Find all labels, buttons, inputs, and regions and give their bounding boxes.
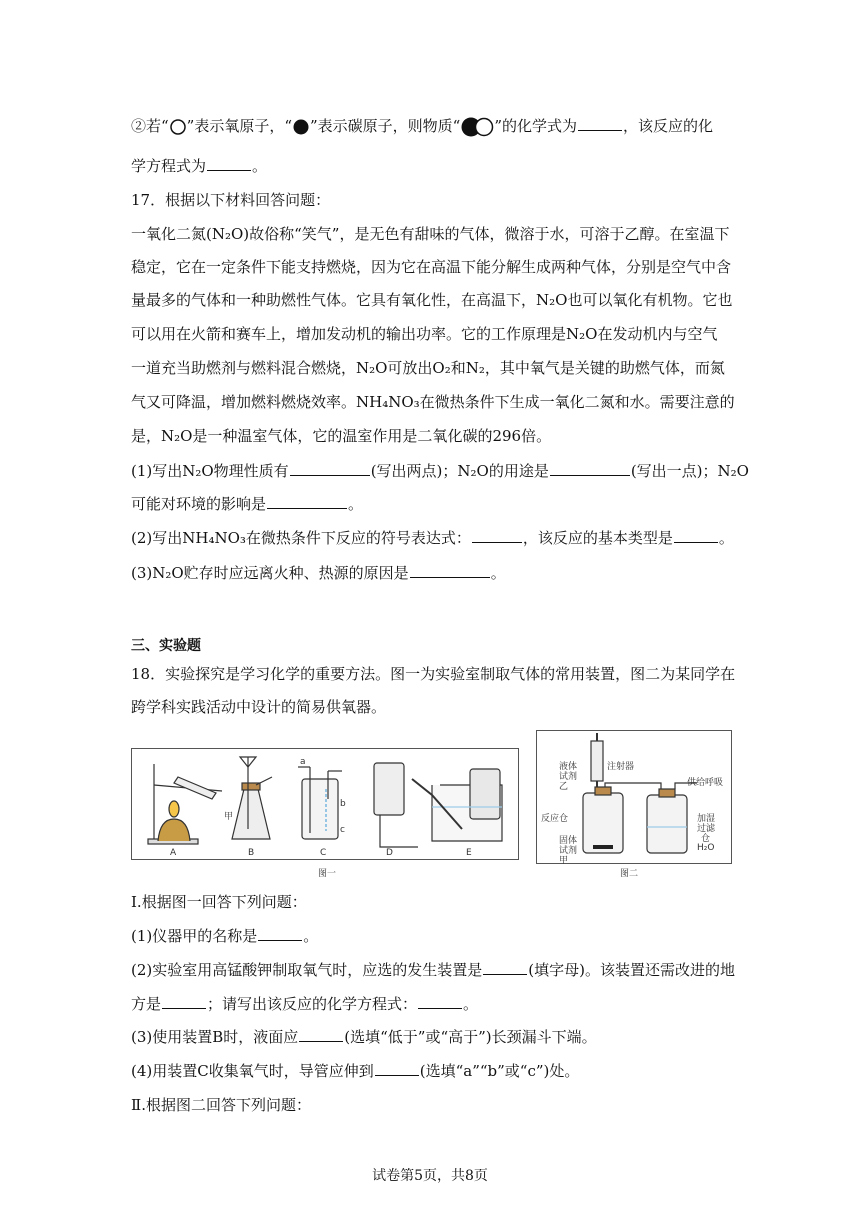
water-label: H₂O [697,843,715,853]
text: ”的化学式为 [494,117,578,135]
chamber-label: 反应仓 [541,814,569,824]
q18-intro-2: 跨学科实践活动中设计的简易供氧器。 [131,698,387,716]
q18-sub-2-cont [131,994,478,1014]
q17-sub-2 [131,528,734,548]
solid-reagent-label-1: 固体 [559,836,578,846]
text: (写出两点)；N₂O的用途是 [370,462,549,480]
label-e: E [466,848,472,858]
carbon-atom-icon [292,118,310,136]
text: 可能对环境的影响是 [131,495,267,513]
liquid-reagent-label-2: 试剂 [559,772,578,782]
answer-blank[interactable] [162,994,206,1009]
answer-blank[interactable] [674,528,718,543]
q16-line-1 [131,116,713,138]
q18-sub-1 [131,926,318,946]
answer-blank[interactable] [418,994,462,1009]
answer-blank[interactable] [258,926,302,941]
label-port-c: c [340,825,345,835]
q17-para-line-2: 稳定，它在一定条件下能支持燃烧，因为它在高温下能分解生成两种气体，分别是空气中含 [131,258,732,276]
filter-label-1: 加湿 [697,814,716,824]
q18-part-2: Ⅱ.根据图二回答下列问题： [131,1096,311,1114]
text: 学方程式为 [131,157,207,175]
text: 。 [490,564,506,582]
q17-title: 17．根据以下材料回答问题： [131,191,331,209]
text: (3)使用装置B时，液面应 [131,1028,299,1046]
answer-blank[interactable] [483,960,527,975]
q16-line-2 [131,156,267,176]
label-a: A [170,848,177,858]
label-port-a: a [300,757,306,767]
filter-label-2: 过滤 [697,824,716,834]
text: (1)写出N₂O物理性质有 [131,462,289,480]
q17-sub-1-cont [131,494,363,514]
figure-1 [131,748,519,860]
liquid-reagent-label-1: 液体 [559,762,578,772]
text: ②若“ [131,117,169,135]
q18-part-1: I.根据图一回答下列问题： [131,893,307,911]
answer-blank[interactable] [207,156,251,171]
answer-blank[interactable] [578,116,622,131]
label-d: D [386,848,393,858]
solid-reagent-label-2: 试剂 [559,846,578,856]
label-c: C [320,848,327,858]
text: ”表示氧原子，“ [186,117,293,135]
q18-intro-1: 18．实验探究是学习化学的重要方法。图一为实验室制取气体的常用装置，图二为某同学在 [131,665,736,683]
q17-para-line-6: 气又可降温，增加燃料燃烧效率。NH₄NO₃在微热条件下生成一氧化二氮和水。需要注意的 [131,393,735,411]
text: (1)仪器甲的名称是 [131,927,258,945]
q17-sub-3 [131,563,506,583]
text: 。 [252,157,268,175]
label-jia: 甲 [224,812,234,822]
q18-sub-4 [131,1061,579,1081]
text: (选填“低于”或“高于”)长颈漏斗下端。 [344,1028,597,1046]
q17-sub-1 [131,461,749,481]
apparatus-diagram-1 [132,749,518,859]
answer-blank[interactable] [410,563,490,578]
text: (3)N₂O贮存时应远离火种、热源的原因是 [131,564,409,582]
q17-para-line-4: 可以用在火箭和赛车上，增加发动机的输出功率。它的工作原理是N₂O在发动机内与空气 [131,325,718,343]
text: 方是 [131,995,162,1013]
text: ，该反应的基本类型是 [522,529,673,547]
figure-1-caption: 图一 [318,869,337,879]
figure-2 [536,730,732,864]
text: (选填“a”“b”或“c”)处。 [419,1062,580,1080]
liquid-reagent-label-3: 乙 [559,782,569,792]
q17-para-line-1: 一氧化二氮(N₂O)故俗称“笑气”，是无色有甜味的气体，微溶于水，可溶于乙醇。在室温下 [131,225,730,243]
q17-para-line-7: 是，N₂O是一种温室气体，它的温室作用是二氧化碳的296倍。 [131,427,552,445]
section-heading: 三、实验题 [131,638,201,654]
text: (2)实验室用高锰酸钾制取氧气时，应选的发生装置是 [131,961,483,979]
q17-para-line-5: 一道充当助燃剂与燃料混合燃烧，N₂O可放出O₂和N₂，其中氧气是关键的助燃气体，而氮 [131,359,725,377]
text: ；请写出该反应的化学方程式： [207,995,418,1013]
answer-blank[interactable] [472,528,522,543]
answer-blank[interactable] [550,461,630,476]
text: ，该反应的化 [623,117,714,135]
filter-label-3: 仓 [701,834,711,844]
figure-2-caption: 图二 [620,869,639,879]
oxygen-atom-icon [169,118,187,136]
answer-blank[interactable] [299,1027,343,1042]
supply-label: 供给呼吸 [687,778,724,788]
solid-reagent-label-3: 甲 [559,856,569,866]
text: (填字母)。该装置还需改进的地 [528,961,735,979]
text: (写出一点)；N₂O [630,462,749,480]
text: (4)用装置C收集氧气时，导管应伸到 [131,1062,374,1080]
label-port-b: b [340,799,346,809]
text: ”表示碳原子，则物质“ [310,117,461,135]
answer-blank[interactable] [375,1061,419,1076]
text: (2)写出NH₄NO₃在微热条件下反应的符号表达式： [131,529,471,547]
answer-blank[interactable] [290,461,370,476]
text: 。 [303,927,319,945]
text: 。 [463,995,479,1013]
syringe-label: 注射器 [607,762,635,772]
q18-sub-3 [131,1027,597,1047]
label-b: B [248,848,255,858]
q17-para-line-3: 量最多的气体和一种助燃性气体。它具有氧化性，在高温下，N₂O也可以氧化有机物。它也 [131,291,733,309]
co-molecule-icon [460,116,494,138]
q18-sub-2 [131,960,735,980]
text: 。 [718,529,734,547]
page-footer: 试卷第5页，共8页 [372,1168,488,1184]
text: 。 [348,495,364,513]
answer-blank[interactable] [267,494,347,509]
